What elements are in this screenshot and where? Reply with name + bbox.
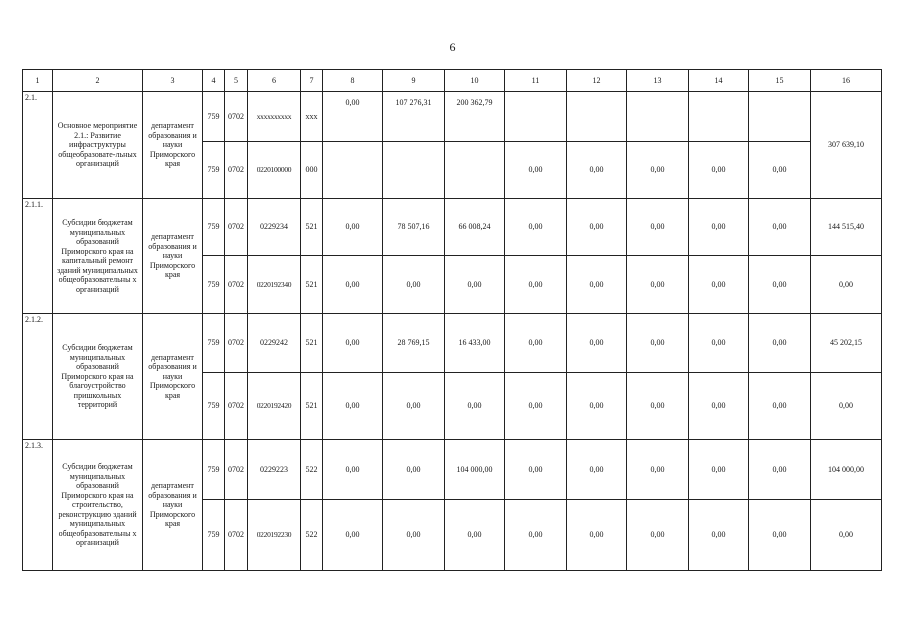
table-row (23, 440, 882, 500)
year-value (567, 92, 627, 142)
year-value: 200 362,79 (445, 92, 505, 142)
year-value: 0,00 (445, 256, 505, 314)
table-row (23, 92, 882, 142)
row-total: 307 639,10 (811, 92, 882, 199)
year-value: 0,00 (505, 500, 567, 571)
year-value: 16 433,00 (445, 314, 505, 373)
year-value: 0,00 (627, 373, 689, 440)
activity-name: Основное мероприятие 2.1.: Развитие инфраструктуры общеобразоватe-льных организаций (53, 92, 143, 199)
column-header: 6 (248, 70, 301, 92)
row-total: 45 202,15 (811, 314, 882, 373)
target-article-code: 0229234 (248, 199, 301, 256)
row-total: 144 515,40 (811, 199, 882, 256)
year-value: 0,00 (323, 373, 383, 440)
table-body (23, 70, 882, 571)
year-value: 0,00 (323, 500, 383, 571)
year-value: 0,00 (749, 256, 811, 314)
year-value: 0,00 (505, 256, 567, 314)
section-code: 0702 (225, 500, 248, 571)
year-value: 0,00 (383, 440, 445, 500)
year-value: 0,00 (505, 314, 567, 373)
year-value: 0,00 (627, 199, 689, 256)
year-value: 0,00 (505, 373, 567, 440)
year-value: 0,00 (323, 199, 383, 256)
page-number: 6 (449, 40, 456, 54)
year-value (689, 92, 749, 142)
section-code: 0702 (225, 314, 248, 373)
column-header: 10 (445, 70, 505, 92)
year-value: 0,00 (383, 256, 445, 314)
year-value: 0,00 (445, 500, 505, 571)
year-value (383, 142, 445, 199)
target-article-code: 0220100000 (248, 142, 301, 199)
year-value: 0,00 (323, 256, 383, 314)
column-header: 7 (301, 70, 323, 92)
year-value: 0,00 (505, 142, 567, 199)
year-value: 0,00 (689, 440, 749, 500)
year-value: 0,00 (567, 500, 627, 571)
executor: департамент образования и науки Приморского края (143, 199, 203, 314)
year-value: 0,00 (749, 373, 811, 440)
year-value: 0,00 (749, 500, 811, 571)
executor: департамент образования и науки Приморского края (143, 440, 203, 571)
grbs-code: 759 (203, 199, 225, 256)
year-value: 0,00 (627, 142, 689, 199)
column-header: 15 (749, 70, 811, 92)
year-value: 0,00 (567, 314, 627, 373)
row-total: 0,00 (811, 373, 882, 440)
year-value: 0,00 (749, 440, 811, 500)
year-value: 0,00 (689, 373, 749, 440)
section-code: 0702 (225, 373, 248, 440)
year-value: 0,00 (567, 142, 627, 199)
year-value: 0,00 (383, 500, 445, 571)
year-value: 0,00 (627, 256, 689, 314)
column-header: 16 (811, 70, 882, 92)
year-value (445, 142, 505, 199)
table-row (23, 314, 882, 373)
year-value: 0,00 (689, 142, 749, 199)
column-header: 9 (383, 70, 445, 92)
grbs-code: 759 (203, 314, 225, 373)
grbs-code: 759 (203, 440, 225, 500)
target-article-code: 0220192420 (248, 373, 301, 440)
year-value: 0,00 (505, 440, 567, 500)
expense-type-code: 521 (301, 256, 323, 314)
budget-table (22, 69, 882, 571)
year-value: 0,00 (323, 314, 383, 373)
grbs-code: 759 (203, 500, 225, 571)
year-value: 0,00 (749, 142, 811, 199)
column-header: 13 (627, 70, 689, 92)
year-value: 0,00 (627, 500, 689, 571)
row-total: 0,00 (811, 500, 882, 571)
year-value: 107 276,31 (383, 92, 445, 142)
year-value: 0,00 (689, 314, 749, 373)
year-value: 0,00 (627, 314, 689, 373)
year-value (749, 92, 811, 142)
expense-type-code: 521 (301, 314, 323, 373)
column-header: 4 (203, 70, 225, 92)
year-value: 78 507,16 (383, 199, 445, 256)
section-code: 0702 (225, 440, 248, 500)
grbs-code: 759 (203, 142, 225, 199)
year-value: 0,00 (323, 440, 383, 500)
column-header: 14 (689, 70, 749, 92)
target-article-code: xxxxxxxxxx (248, 92, 301, 142)
year-value: 0,00 (445, 373, 505, 440)
target-article-code: 0220192340 (248, 256, 301, 314)
expense-type-code: 000 (301, 142, 323, 199)
row-number: 2.1.2. (23, 314, 53, 440)
year-value: 0,00 (689, 256, 749, 314)
section-code: 0702 (225, 92, 248, 142)
year-value: 0,00 (567, 373, 627, 440)
year-value (627, 92, 689, 142)
year-value: 0,00 (323, 92, 383, 142)
year-value: 0,00 (567, 440, 627, 500)
year-value: 66 008,24 (445, 199, 505, 256)
section-code: 0702 (225, 142, 248, 199)
target-article-code: 0220192230 (248, 500, 301, 571)
column-header: 2 (53, 70, 143, 92)
expense-type-code: 521 (301, 199, 323, 256)
year-value (323, 142, 383, 199)
grbs-code: 759 (203, 92, 225, 142)
year-value: 0,00 (383, 373, 445, 440)
target-article-code: 0229223 (248, 440, 301, 500)
executor: департамент образования и науки Приморского края (143, 92, 203, 199)
year-value: 0,00 (627, 440, 689, 500)
column-header: 8 (323, 70, 383, 92)
column-header: 11 (505, 70, 567, 92)
column-header: 3 (143, 70, 203, 92)
activity-name: Субсидии бюджетам муниципальных образований Приморского края на благоустройство пришкольных территорий (53, 314, 143, 440)
year-value: 0,00 (749, 199, 811, 256)
year-value (505, 92, 567, 142)
expense-type-code: 522 (301, 500, 323, 571)
table-row (23, 199, 882, 256)
row-number: 2.1.1. (23, 199, 53, 314)
year-value: 0,00 (689, 199, 749, 256)
expense-type-code: 522 (301, 440, 323, 500)
header-row (23, 70, 882, 92)
year-value: 104 000,00 (445, 440, 505, 500)
year-value: 0,00 (749, 314, 811, 373)
grbs-code: 759 (203, 373, 225, 440)
expense-type-code: xxx (301, 92, 323, 142)
activity-name: Субсидии бюджетам муниципальных образований Приморского края на строительство, реконструкцию зданий муниципальных общеобразовательны х организаций (53, 440, 143, 571)
year-value: 0,00 (505, 199, 567, 256)
column-header: 12 (567, 70, 627, 92)
section-code: 0702 (225, 199, 248, 256)
executor: департамент образования и науки Приморского края (143, 314, 203, 440)
row-total: 104 000,00 (811, 440, 882, 500)
row-number: 2.1.3. (23, 440, 53, 571)
year-value: 0,00 (689, 500, 749, 571)
section-code: 0702 (225, 256, 248, 314)
year-value: 0,00 (567, 199, 627, 256)
row-number: 2.1. (23, 92, 53, 199)
activity-name: Субсидии бюджетам муниципальных образований Приморского края на капитальный ремонт зданий муниципальных общеобразовательны х организаций (53, 199, 143, 314)
year-value: 28 769,15 (383, 314, 445, 373)
column-header: 5 (225, 70, 248, 92)
grbs-code: 759 (203, 256, 225, 314)
column-header: 1 (23, 70, 53, 92)
row-total: 0,00 (811, 256, 882, 314)
year-value: 0,00 (567, 256, 627, 314)
target-article-code: 0229242 (248, 314, 301, 373)
expense-type-code: 521 (301, 373, 323, 440)
